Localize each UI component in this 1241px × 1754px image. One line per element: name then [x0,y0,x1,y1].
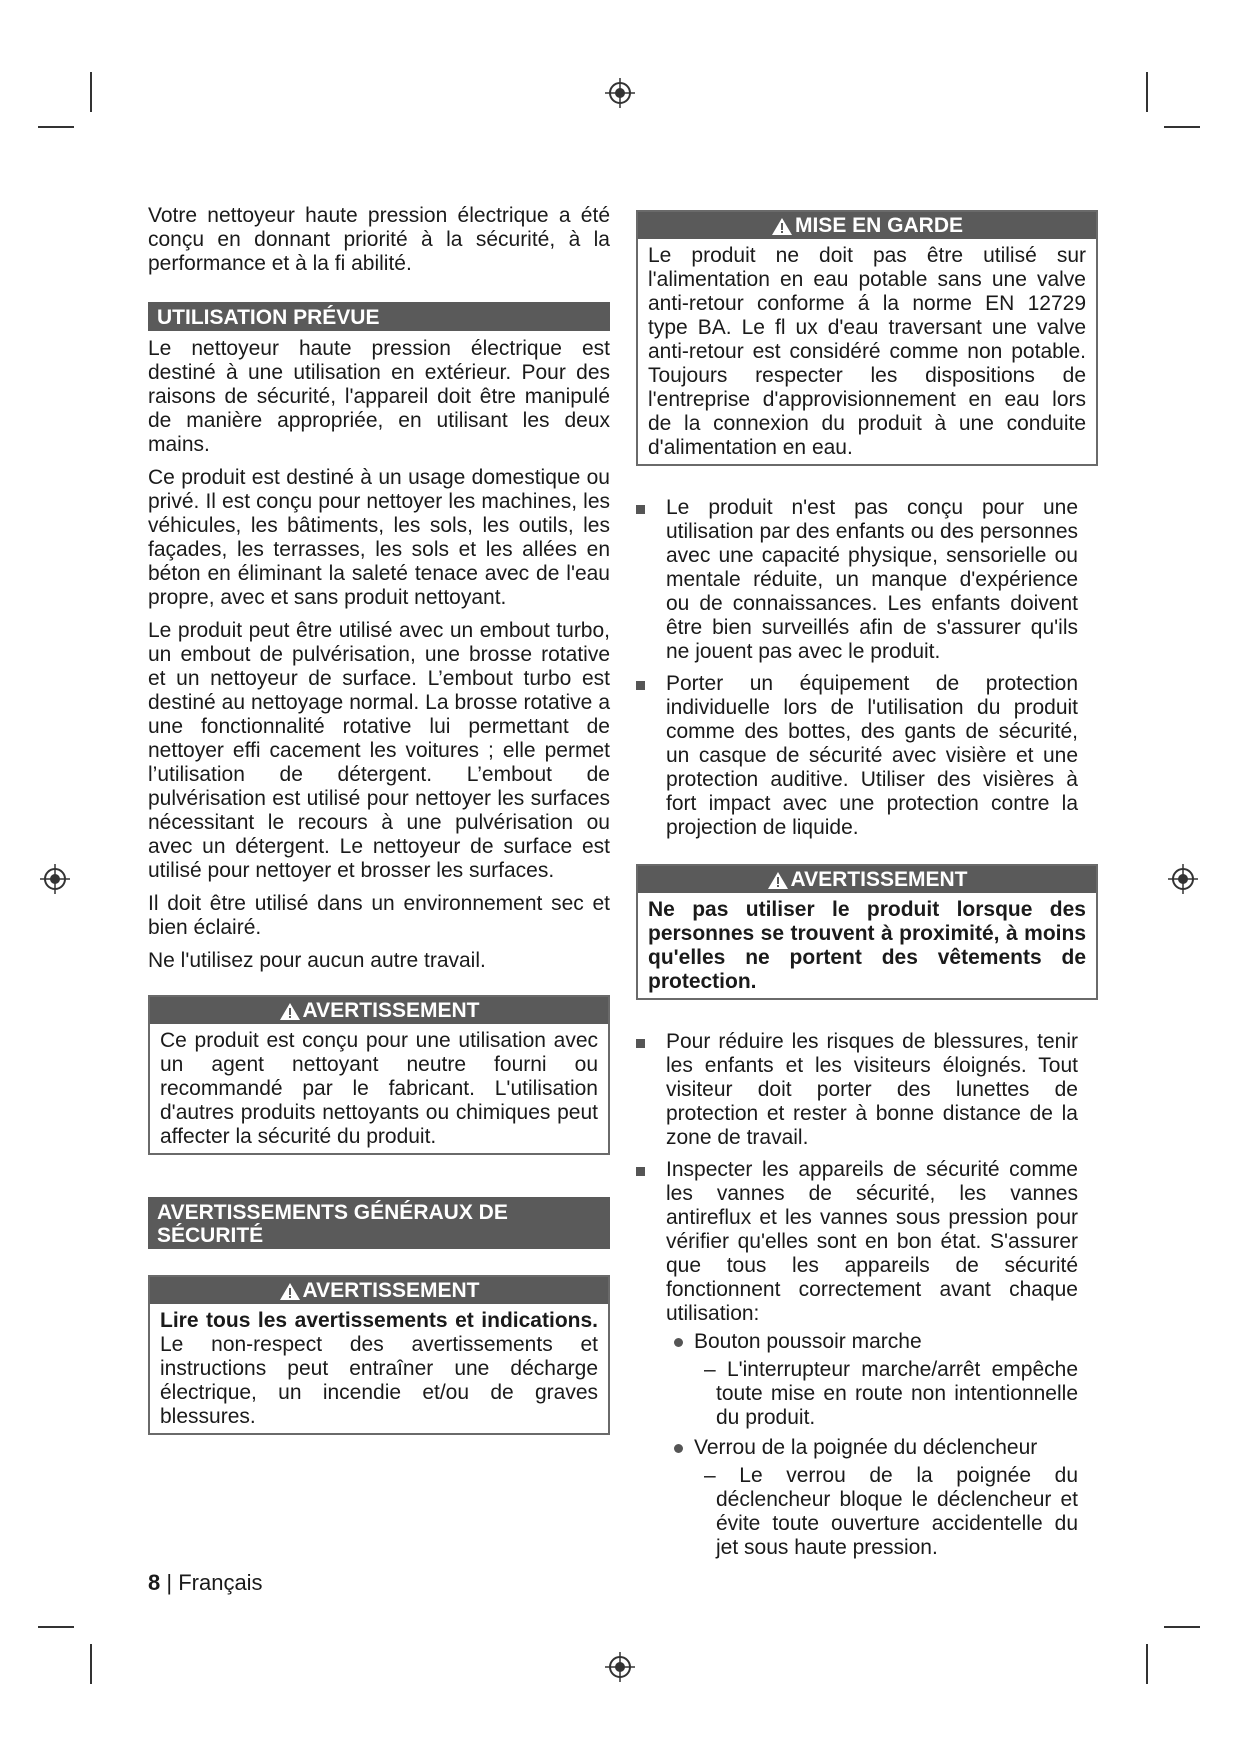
caution-body: Le produit ne doit pas être utilisé sur l'alimentation en eau potable sans une valve anti-retour conforme á la norme EN 12729 type BA. Le fl ux d'eau traversant une valve anti-retour est considéré comme non potable. Toujours respecter les dispositions de l'entreprise d'approvisionnement en eau lors de la connexion du produit à une conduite d'alimentation en eau. [648,244,1086,459]
sub-item-label: Bouton poussoir marche [694,1330,922,1353]
body-paragraph: Ce produit est destiné à un usage domestique ou privé. Il est conçu pour nettoyer les machines, les véhicules, les bâtiments, les sols, les outils, les façades, les terrasses, les sols et les allées en béton en éliminant la saleté tenace avec de l'eau propre, avec et sans produit nettoyant. [148,466,610,609]
caution-title: MISE EN GARDE [794,214,964,237]
crop-mark [1146,72,1148,112]
registration-mark-icon [605,78,635,108]
caution-box [636,210,1098,466]
warning-box-header [150,1277,608,1304]
sub-item-detail-text: – L'interrupteur marche/arrêt empêche toute mise en route non intentionnelle du produit. [704,1358,1078,1429]
warning-triangle-icon [279,1282,301,1301]
crop-mark [1146,1644,1148,1684]
round-bullet-icon [674,1444,683,1453]
caution-box-header [638,212,1096,239]
warning-body: Ne pas utiliser le produit lorsque des personnes se trouvent à proximité, à moins qu'elles ne portent des vêtements de protection. [648,898,1086,993]
warning-title: AVERTISSEMENT [302,1279,480,1302]
sub-item-label: Verrou de la poignée du déclencheur [694,1436,1038,1459]
warning-body: Ce produit est conçu pour une utilisation avec un agent nettoyant neutre fourni ou recommandé par le fabricant. L'utilisation d'autres produits nettoyants ou chimiques peut affecter la sécurité du produit. [160,1029,598,1148]
crop-mark [1164,126,1200,128]
body-paragraph: Le nettoyeur haute pression électrique est destiné à une utilisation en extérieur. Pour des raisons de sécurité, l'appareil doit être manipulé de manière appropriée, en utilisant les deux mains. [148,337,610,456]
right-column [636,210,1098,1568]
crop-mark [38,126,74,128]
sub-list-item [666,1436,1078,1560]
sub-item-detail [694,1358,1078,1430]
warning-title: AVERTISSEMENT [302,999,480,1022]
warning-triangle-icon [767,871,789,890]
warning-body [150,1304,608,1433]
warning-box [148,1275,610,1435]
warning-box-header [150,997,608,1024]
round-bullet-icon [674,1338,683,1347]
footer-separator: | [160,1570,179,1595]
crop-mark [38,1626,74,1628]
warning-box [636,864,1098,1000]
sub-item-detail-text: – Le verrou de la poignée du déclencheur bloque le déclencheur et évite toute ouverture accidentelle du jet sous haute pression. [704,1464,1078,1559]
warning-title: AVERTISSEMENT [790,868,968,891]
bullet-list [636,496,1098,840]
registration-mark-icon [40,864,70,894]
body-paragraph: Il doit être utilisé dans un environnement sec et bien éclairé. [148,892,610,939]
bullet-list [636,1030,1098,1560]
warning-triangle-icon [771,217,793,236]
warning-box-header [638,866,1096,893]
footer-language: Français [178,1570,263,1595]
sub-list [666,1330,1078,1560]
body-paragraph: Le produit peut être utilisé avec un embout turbo, un embout de pulvérisation, une brosse rotative et un nettoyeur de surface. L’embout turbo est destiné au nettoyage normal. La brosse rotative a une fonctionnalité rotative lui permettant de nettoyer effi cacement les voitures ; elle permet l’utilisation de détergent. L’embout de pulvérisation est utilisé pour nettoyer les surfaces nécessitant le recours à une pulvérisation ou avec un détergent. Le nettoyeur de surface est utilisé pour nettoyer et brosser les surfaces. [148,619,610,882]
list-item [636,1158,1098,1560]
list-item [636,672,1098,840]
warning-box [148,995,610,1155]
page-footer [148,1570,263,1596]
registration-mark-icon [1168,864,1198,894]
list-item-text: Le produit n'est pas conçu pour une utilisation par des enfants ou des personnes avec une capacité physique, sensorielle ou mentale réduite, un manque d'expérience ou de connaissances. Les enfants doivent être bien surveillés afin de s'assurer qu'ils ne jouent pas avec le produit. [666,496,1078,663]
section-heading-intended-use: UTILISATION PRÉVUE [148,302,610,331]
warning-triangle-icon [279,1002,301,1021]
left-column [148,204,610,1435]
section-heading-general-safety: AVERTISSEMENTS GÉNÉRAUX DE SÉCURITÉ [148,1197,610,1249]
sub-list-item [666,1330,1078,1430]
sub-item-detail [694,1464,1078,1560]
crop-mark [90,1644,92,1684]
list-item-text: Pour réduire les risques de blessures, tenir les enfants et les visiteurs éloignés. Tout visiteur doit porter des lunettes de protection et rester à bonne distance de la zone de travail. [666,1030,1078,1149]
list-item [636,496,1098,664]
warning-bold-text: Lire tous les avertissements et indications. [160,1309,598,1332]
warning-text: Le non-respect des avertissements et instructions peut entraîner une décharge électrique, un incendie et/ou de graves blessures. [160,1333,598,1428]
list-item-text: Inspecter les appareils de sécurité comme les vannes de sécurité, les vannes antireflux et les vannes sous pression pour vérifier qu'elles sont en bon état. S'assurer que tous les appareils de sécurité fonctionnent correctement avant chaque utilisation: [666,1158,1078,1325]
list-item [636,1030,1098,1150]
registration-mark-icon [605,1652,635,1682]
square-bullet-icon [636,1039,645,1048]
crop-mark [1164,1626,1200,1628]
crop-mark [90,72,92,112]
list-item-text: Porter un équipement de protection individuelle lors de l'utilisation du produit comme des bottes, des gants de sécurité, un casque de sécurité avec visière et une protection auditive. Utiliser des visières à fort impact avec une protection contre la projection de liquide. [666,672,1078,839]
square-bullet-icon [636,1167,645,1176]
page-number: 8 [148,1570,161,1595]
intro-paragraph: Votre nettoyeur haute pression électrique a été conçu en donnant priorité à la sécurité, à la performance et à la fi abilité. [148,204,610,275]
square-bullet-icon [636,505,645,514]
body-paragraph: Ne l'utilisez pour aucun autre travail. [148,949,486,972]
square-bullet-icon [636,681,645,690]
